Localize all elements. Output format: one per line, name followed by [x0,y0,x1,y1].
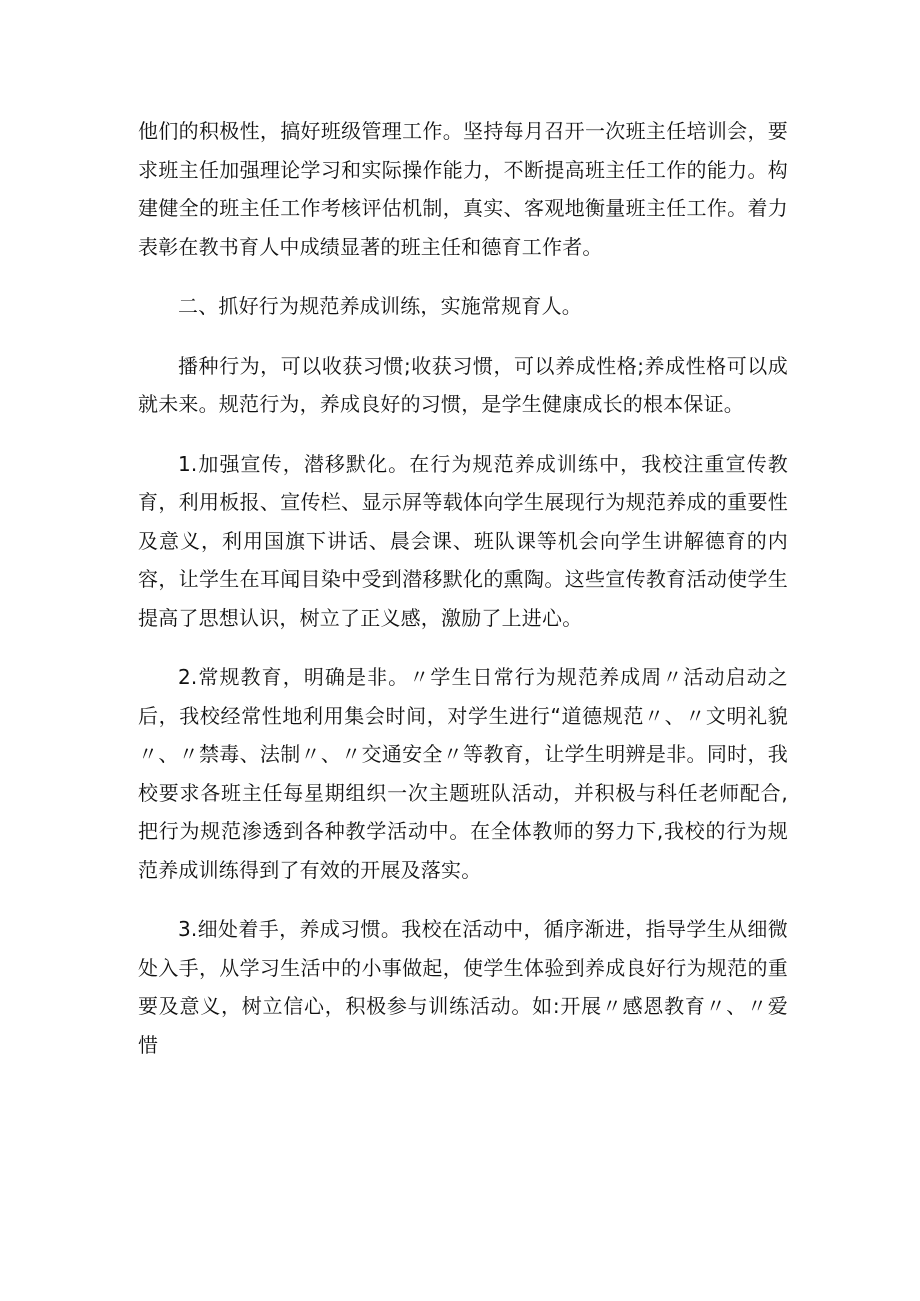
paragraph-item-1-publicity: 1.加强宣传，潜移默化。在行为规范养成训练中，我校注重宣传教育，利用板报、宣传栏、显示屏等载体向学生展现行为规范养成的重要性及意义，利用国旗下讲话、晨会课、班队课等机会向学生讲解德育的内容，让学生在耳闻目染中受到潜移默化的熏陶。这些宣传教育活动使学生提高了思想认识，树立了正义感，激励了上进心。 [138,451,788,630]
section-heading-behavior-training: 二、抓好行为规范养成训练，实施常规育人。 [178,294,582,318]
paragraph-item-3-details: 3.细处着手，养成习惯。我校在活动中，循序渐进，指导学生从细微处入手，从学习生活中的小事做起，使学生体验到养成良好行为规范的重要及意义，树立信心，积极参与训练活动。如:开展〃感恩教育〃、〃爱惜 [138,917,788,1057]
paragraph-item-2-routine-education: 2.常规教育，明确是非。〃学生日常行为规范养成周〃活动启动之后，我校经常性地利用集会时间，对学生进行“道德规范〃、〃文明礼貌〃、〃禁毒、法制〃、〃交通安全〃等教育，让学生明辨是非。同时，我校要求各班主任每星期组织一次主题班队活动，并积极与科任老师配合,把行为规范渗透到各种教学活动中。在全体教师的努力下,我校的行为规范养成训练得到了有效的开展及落实。 [138,665,788,882]
paragraph-habit-formation: 播种行为，可以收获习惯;收获习惯，可以养成性格;养成性格可以成就未来。规范行为，养成良好的习惯，是学生健康成长的根本保证。 [138,353,788,416]
paragraph-class-management: 他们的积极性，搞好班级管理工作。坚持每月召开一次班主任培训会，要求班主任加强理论学习和实际操作能力，不断提高班主任工作的能力。构建健全的班主任工作考核评估机制，真实、客观地衡量班主任工作。着力表彰在教书育人中成绩显著的班主任和德育工作者。 [138,119,788,259]
document-body [138,112,788,1085]
